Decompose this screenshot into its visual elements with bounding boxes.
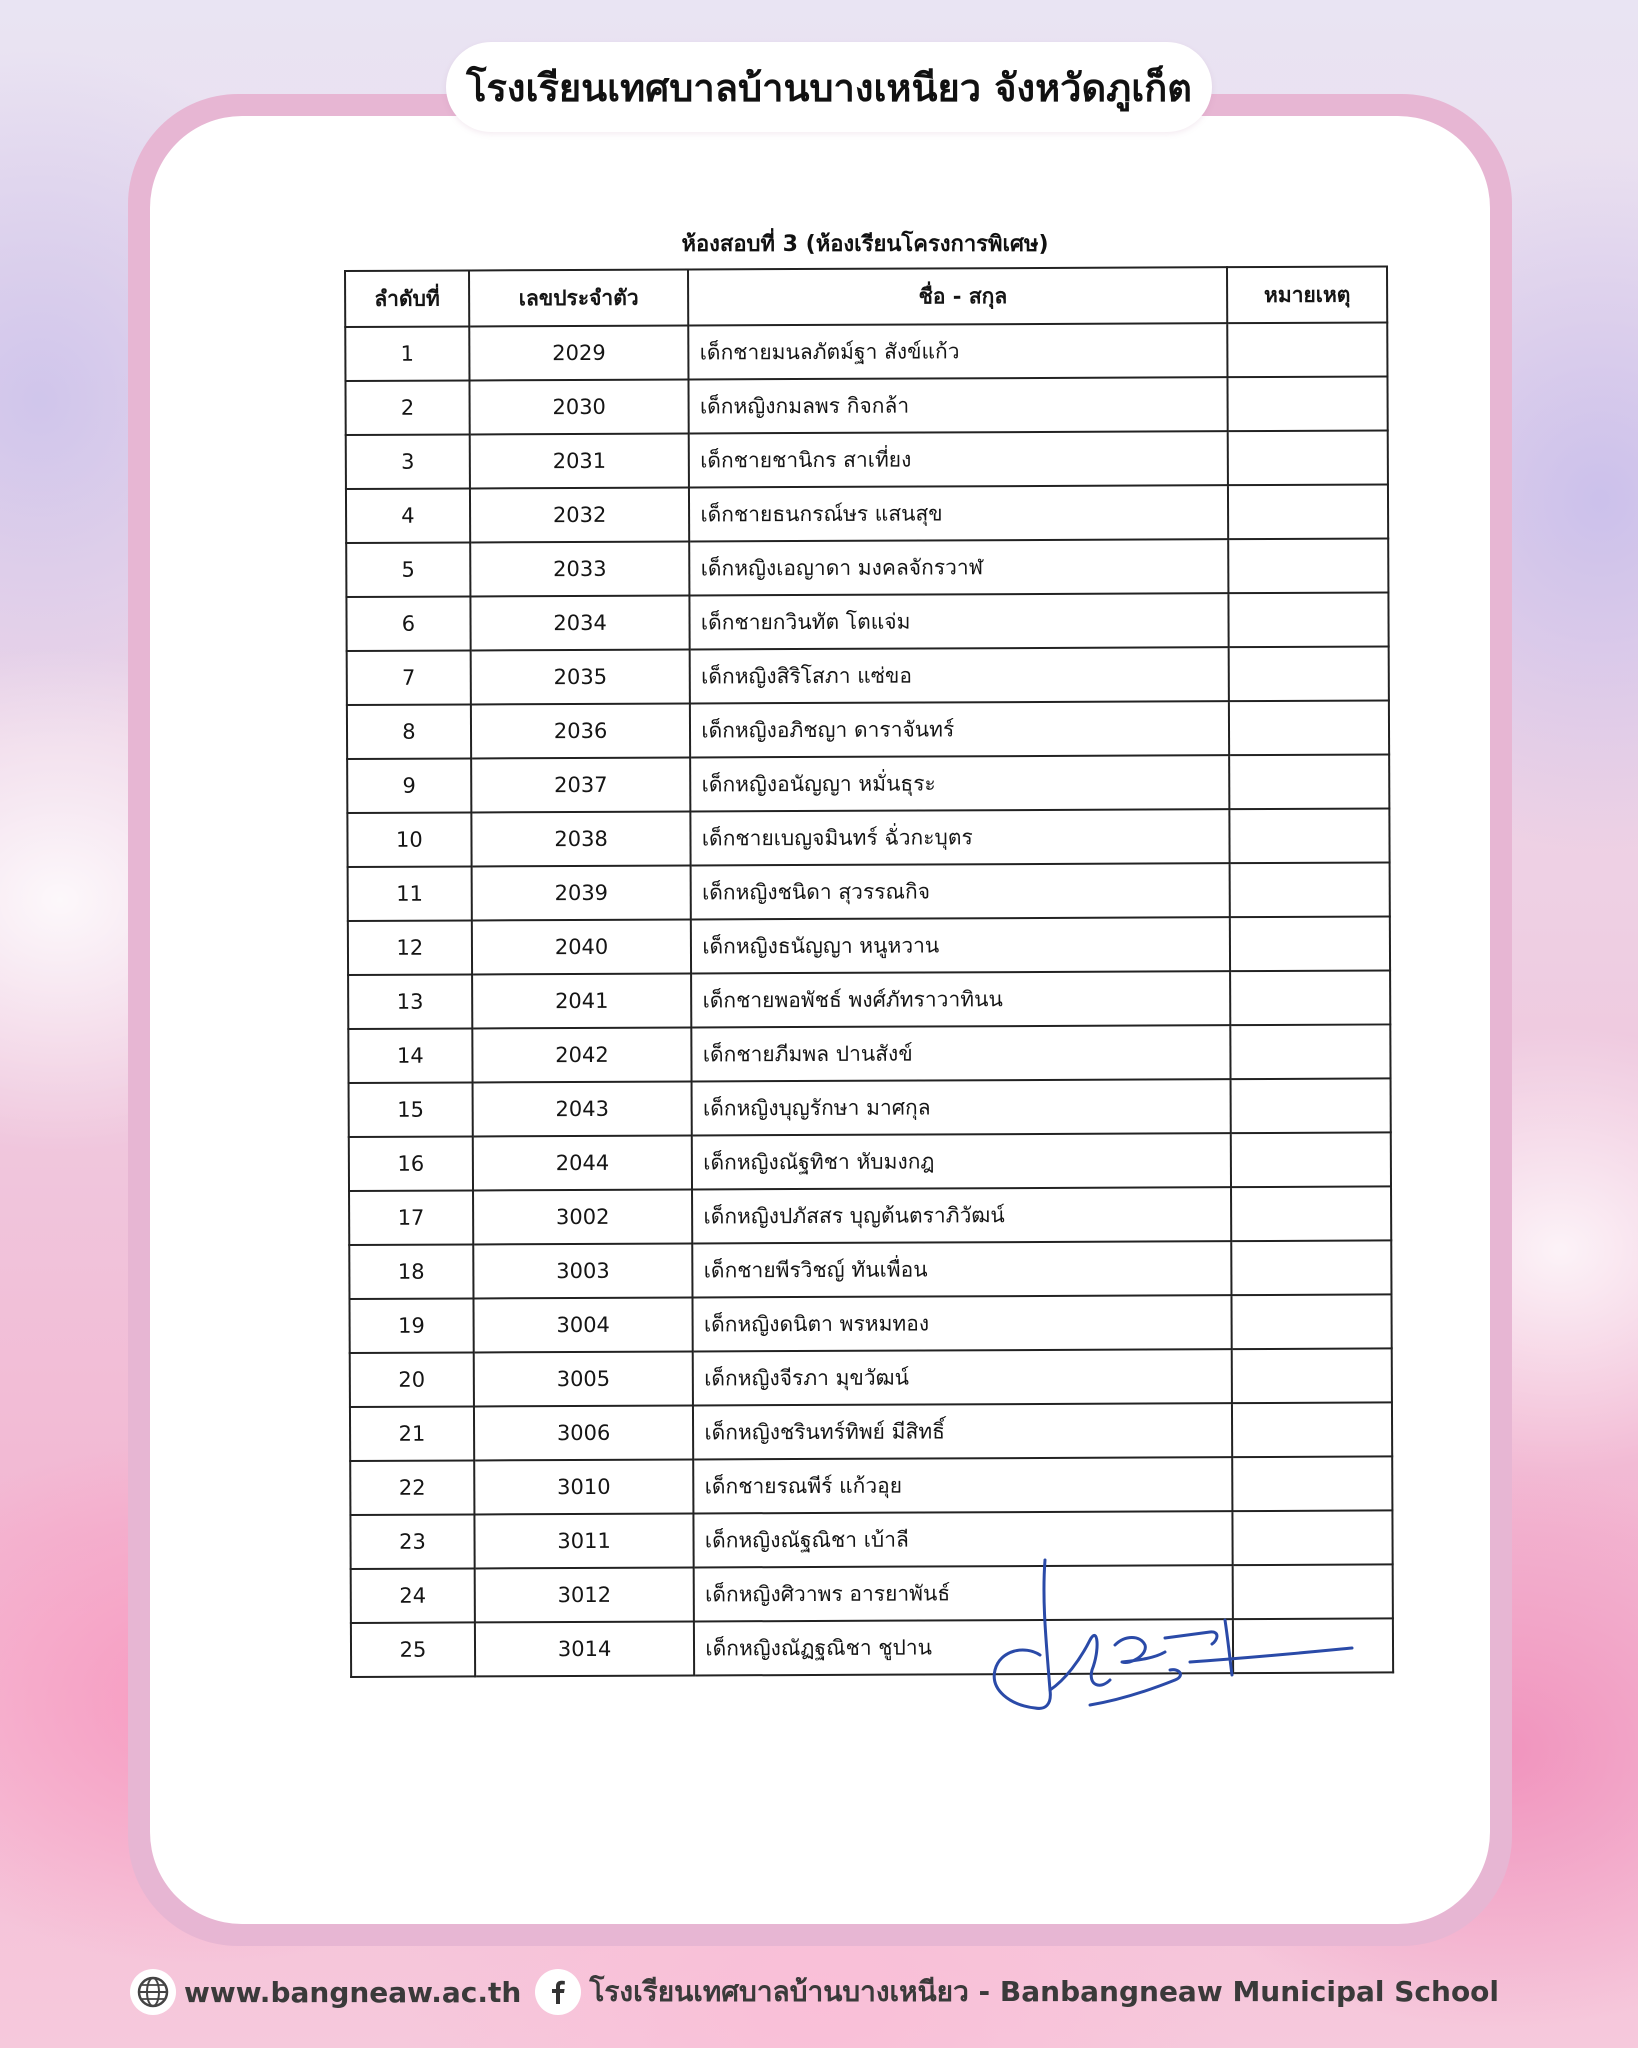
row-number: 1 <box>345 326 469 381</box>
table-row <box>347 700 1389 759</box>
student-name: เด็กหญิงอภิชญา ดาราจันทร์ <box>690 701 1229 757</box>
student-id: 2036 <box>471 703 691 758</box>
table-row <box>345 322 1387 381</box>
row-number: 5 <box>346 542 470 597</box>
school-title-banner <box>446 42 1212 132</box>
footer-bar <box>130 1964 1530 2020</box>
remark-cell <box>1228 484 1388 539</box>
table-row <box>347 754 1389 813</box>
table-header-row <box>345 266 1387 327</box>
student-name: เด็กหญิงณัฏฐณิชา ชูปาน <box>694 1619 1233 1675</box>
row-number: 14 <box>348 1028 472 1083</box>
table-row <box>346 484 1388 543</box>
table-row <box>346 430 1388 489</box>
table-row <box>346 592 1388 651</box>
student-name: เด็กหญิงบุญรักษา มาศกุล <box>692 1079 1231 1135</box>
student-id: 2039 <box>471 865 691 920</box>
student-id: 2034 <box>470 595 690 650</box>
column-header-no: ลำดับที่ <box>345 270 469 327</box>
student-id: 2042 <box>472 1027 692 1082</box>
table-row <box>349 1132 1391 1191</box>
student-name: เด็กชายรณพีร์ แก้วอุย <box>694 1457 1233 1513</box>
school-title: โรงเรียนเทศบาลบ้านบางเหนียว จังหวัดภูเก็ต <box>466 65 1192 110</box>
table-row <box>350 1402 1392 1461</box>
student-id: 2038 <box>471 811 691 866</box>
table-row <box>350 1348 1392 1407</box>
table-row <box>349 1078 1391 1137</box>
remark-cell <box>1231 1078 1391 1133</box>
remark-cell <box>1230 916 1390 971</box>
student-name: เด็กหญิงเอญาดา มงคลจักรวาฬ <box>690 539 1229 595</box>
student-id: 3011 <box>474 1513 694 1568</box>
handwritten-signature <box>950 1540 1370 1720</box>
row-number: 18 <box>349 1244 473 1299</box>
table-row <box>348 862 1390 921</box>
student-name: เด็กหญิงอนัญญา หมั่นธุระ <box>690 755 1229 811</box>
row-number: 25 <box>351 1622 475 1677</box>
student-name: เด็กชายชานิกร สาเที่ยง <box>689 431 1228 487</box>
student-id: 3002 <box>473 1189 693 1244</box>
remark-cell <box>1232 1348 1392 1403</box>
row-number: 21 <box>350 1406 474 1461</box>
remark-cell <box>1231 1186 1391 1241</box>
remark-cell <box>1230 862 1390 917</box>
row-number: 19 <box>349 1298 473 1353</box>
student-id: 2044 <box>473 1135 693 1190</box>
table-row <box>350 1456 1392 1515</box>
student-name: เด็กชายภีมพล ปานสังข์ <box>692 1025 1231 1081</box>
student-id: 2040 <box>472 919 692 974</box>
student-name: เด็กหญิงกมลพร กิจกล้า <box>689 377 1228 433</box>
student-id: 2030 <box>469 379 689 434</box>
row-number: 16 <box>349 1136 473 1191</box>
roster-body <box>345 322 1393 1677</box>
student-name: เด็กชายเบญจมินทร์ ฉั่วกะบุตร <box>691 809 1230 865</box>
remark-cell <box>1228 376 1388 431</box>
row-number: 9 <box>347 758 471 813</box>
table-row <box>345 376 1387 435</box>
remark-cell <box>1228 538 1388 593</box>
student-name: เด็กหญิงชรินทร์ทิพย์ มีสิทธิ์ <box>693 1403 1232 1459</box>
student-name: เด็กชายกวินทัต โตแจ่ม <box>690 593 1229 649</box>
student-name: เด็กหญิงณัฐทิชา หับมงกฎ <box>692 1133 1231 1189</box>
row-number: 23 <box>350 1514 474 1569</box>
globe-icon <box>130 1969 176 2015</box>
student-name: เด็กชายธนกรณ์ษร แสนสุข <box>689 485 1228 541</box>
row-number: 20 <box>350 1352 474 1407</box>
student-name: เด็กหญิงดนิตา พรหมทอง <box>693 1295 1232 1351</box>
remark-cell <box>1228 430 1388 485</box>
remark-cell <box>1232 1456 1392 1511</box>
remark-cell <box>1227 322 1387 377</box>
student-name: เด็กหญิงธนัญญา หนูหวาน <box>691 917 1230 973</box>
remark-cell <box>1231 1132 1391 1187</box>
student-id: 2029 <box>469 325 689 380</box>
student-id: 3012 <box>474 1567 694 1622</box>
remark-cell <box>1230 970 1390 1025</box>
student-id: 3004 <box>473 1297 693 1352</box>
row-number: 3 <box>346 434 470 489</box>
table-row <box>348 916 1390 975</box>
remark-cell <box>1232 1402 1392 1457</box>
remark-cell <box>1229 646 1389 701</box>
table-row <box>349 1294 1391 1353</box>
student-name: เด็กหญิงสิริโสภา แซ่ขอ <box>690 647 1229 703</box>
exam-room-title: ห้องสอบที่ 3 (ห้องเรียนโครงการพิเศษ) <box>681 232 1049 257</box>
remark-cell <box>1231 1240 1391 1295</box>
facebook-icon[interactable] <box>535 1969 581 2015</box>
website-link[interactable]: www.bangneaw.ac.th <box>184 1975 522 2009</box>
remark-cell <box>1229 592 1389 647</box>
student-id: 3014 <box>475 1621 695 1676</box>
remark-cell <box>1232 1294 1392 1349</box>
student-name: เด็กหญิงปภัสสร บุญต้นตราภิวัฒน์ <box>692 1187 1231 1243</box>
student-id: 2033 <box>470 541 690 596</box>
column-header-name: ชื่อ - สกุล <box>688 267 1227 325</box>
student-id: 3005 <box>474 1351 694 1406</box>
row-number: 7 <box>347 650 471 705</box>
row-number: 15 <box>349 1082 473 1137</box>
remark-cell <box>1230 808 1390 863</box>
student-id: 2041 <box>472 973 692 1028</box>
student-id: 2035 <box>470 649 690 704</box>
table-row <box>348 970 1390 1029</box>
row-number: 11 <box>348 866 472 921</box>
facebook-page-link[interactable]: โรงเรียนเทศบาลบ้านบางเหนียว - Banbangneaw Municipal School <box>589 1975 1500 2008</box>
row-number: 12 <box>348 920 472 975</box>
student-name: เด็กชายพอพัชธ์ พงศ์ภัทราวาทินน <box>691 971 1230 1027</box>
student-id: 2043 <box>472 1081 692 1136</box>
student-name: เด็กหญิงณัฐณิชา เบ้าลี <box>694 1511 1233 1567</box>
row-number: 8 <box>347 704 471 759</box>
row-number: 4 <box>346 488 470 543</box>
student-name: เด็กหญิงศิวาพร อารยาพันธ์ <box>694 1565 1233 1621</box>
student-name: เด็กหญิงชนิดา สุวรรณกิจ <box>691 863 1230 919</box>
student-id: 2032 <box>470 487 690 542</box>
student-name: เด็กชายพีรวิชญ์ ทันเพื่อน <box>693 1241 1232 1297</box>
table-row <box>349 1240 1391 1299</box>
student-id: 3003 <box>473 1243 693 1298</box>
table-row <box>347 808 1389 867</box>
table-row <box>347 646 1389 705</box>
row-number: 24 <box>351 1568 475 1623</box>
student-id: 3010 <box>474 1459 694 1514</box>
table-row <box>349 1186 1391 1245</box>
row-number: 10 <box>347 812 471 867</box>
table-row <box>348 1024 1390 1083</box>
student-roster-table <box>344 265 1394 1678</box>
row-number: 13 <box>348 974 472 1029</box>
student-id: 2031 <box>470 433 690 488</box>
row-number: 6 <box>346 596 470 651</box>
column-header-id: เลขประจำตัว <box>469 269 689 326</box>
remark-cell <box>1229 754 1389 809</box>
remark-cell <box>1229 700 1389 755</box>
student-name: เด็กหญิงจีรภา มุขวัฒน์ <box>693 1349 1232 1405</box>
row-number: 2 <box>345 380 469 435</box>
remark-cell <box>1230 1024 1390 1079</box>
row-number: 17 <box>349 1190 473 1245</box>
student-name: เด็กชายมนลภัตม์ฐา สังข์แก้ว <box>689 323 1228 379</box>
student-id: 2037 <box>471 757 691 812</box>
row-number: 22 <box>350 1460 474 1515</box>
student-id: 3006 <box>474 1405 694 1460</box>
column-header-note: หมายเหตุ <box>1227 266 1387 323</box>
table-row <box>346 538 1388 597</box>
